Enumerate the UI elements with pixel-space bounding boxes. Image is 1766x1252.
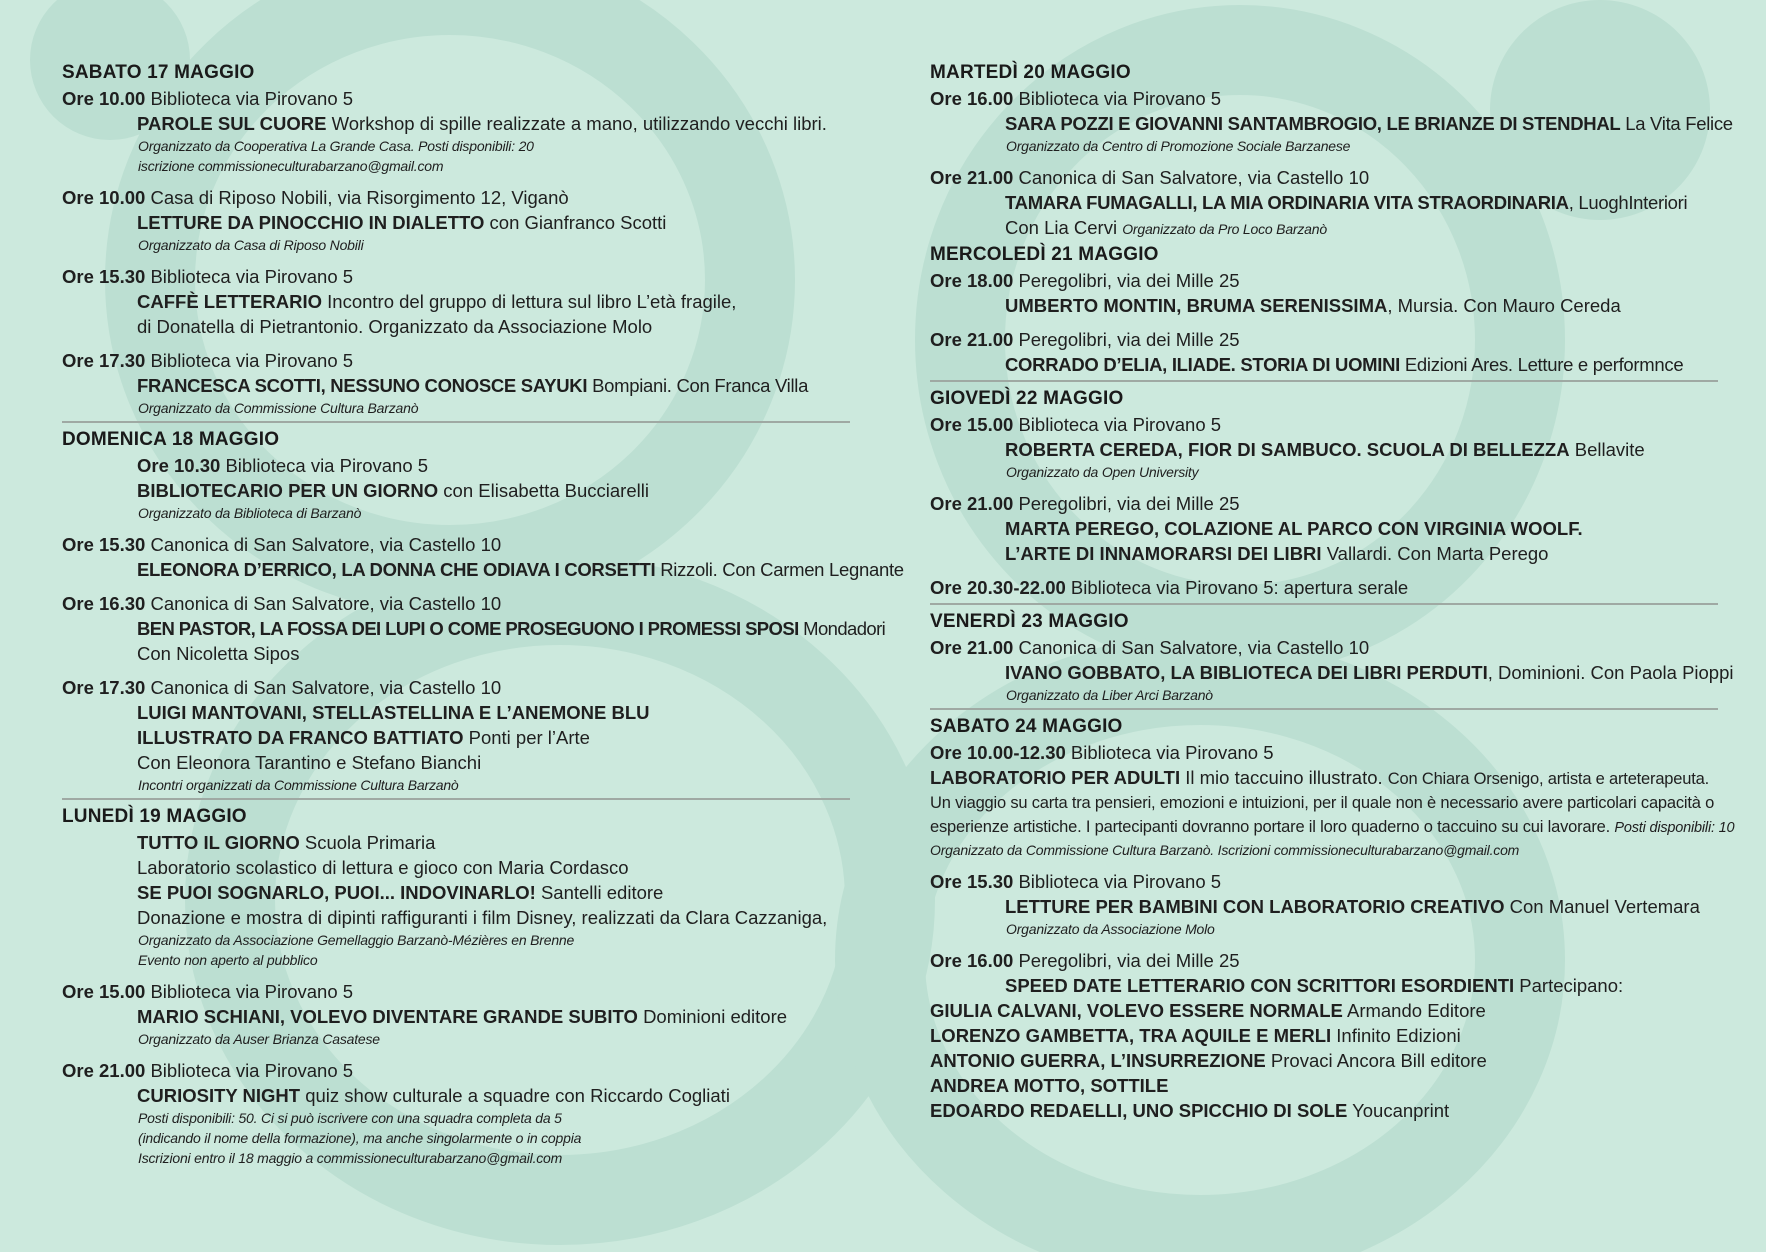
event-note: Organizzato da Casa di Riposo Nobili [138,237,364,253]
event-time: Ore 21.00 [62,1060,146,1081]
event-desc: Santelli editore [540,882,664,903]
event-desc: Dominioni editore [643,1006,788,1027]
event-desc-line: di Donatella di Pietrantonio. Organizzato da Associazione Molo [137,316,653,337]
event-desc: Il mio taccuino illustrato. [1185,767,1383,788]
event-title: CORRADO D’ELIA, ILIADE. STORIA DI UOMINI [1005,354,1401,375]
event [62,185,850,255]
event [930,268,1718,318]
event-desc: , Mursia. Con Mauro Cereda [1387,295,1621,316]
event [62,532,904,582]
event [930,412,1718,482]
event-time: Ore 15.00 [62,981,146,1002]
event-desc: con Gianfranco Scotti [489,212,667,233]
event-title: MARIO SCHIANI, VOLEVO DIVENTARE GRANDE SUBITO [137,1006,638,1027]
event-place: Canonica di San Salvatore, via Castello 10 [150,677,502,698]
event [62,86,850,176]
event [930,86,1733,156]
event-place: Biblioteca via Pirovano 5: apertura serale [1070,577,1409,598]
event-note: Organizzato da Cooperativa La Grande Casa. Posti disponibili: 20 [138,138,534,154]
event-desc: quiz show culturale a squadre con Riccardo Cogliati [305,1085,730,1106]
event [62,591,886,666]
event-desc: con Elisabetta Bucciarelli [443,480,649,501]
event-time: Ore 10.00 [62,88,146,109]
section-divider [62,421,850,423]
event-desc: Bompiani. Con Franca Villa [592,375,809,396]
event-desc: Ponti per l’Arte [468,727,590,748]
author-title: GIULIA CALVANI, VOLEVO ESSERE NORMALE [930,1000,1343,1021]
event-title: UMBERTO MONTIN, BRUMA SERENISSIMA [1005,295,1388,316]
event-place: Canonica di San Salvatore, via Castello 10 [150,593,502,614]
event-note: Evento non aperto al pubblico [138,952,318,968]
event-note: Organizzato da Commissione Cultura Barzanò [138,400,419,416]
event [930,740,1735,860]
event-time: Ore 15.30 [62,534,146,555]
event-note: Iscrizioni entro il 18 maggio a commissioneculturabarzano@gmail.com [138,1150,563,1166]
event [62,453,850,523]
event-note: Organizzato da Commissione Cultura Barzanò. Iscrizioni commissioneculturabarzano@gmail.com [930,842,1520,858]
event [62,675,850,795]
event-title: CAFFÈ LETTERARIO [137,291,322,312]
event-desc: Edizioni Ares. Letture e performnce [1404,354,1684,375]
event-place: Peregolibri, via dei Mille 25 [1018,493,1240,514]
event-paragraph: Un viaggio su carta tra pensieri, emozioni e intuizioni, per il quale non è necessario avere particolari capacità o [930,794,1715,812]
event-desc: Partecipano: [1519,975,1624,996]
event-note: Organizzato da Liber Arci Barzanò [1006,687,1213,703]
event-note: Posti disponibili: 50. Ci si può iscrivere con una squadra completa da 5 [138,1110,562,1126]
event-note: Incontri organizzati da Commissione Cultura Barzanò [138,777,459,793]
event-desc-line: Con Lia Cervi [1005,217,1118,238]
author-publisher: Infinito Edizioni [1336,1025,1461,1046]
event-time: Ore 17.30 [62,677,146,698]
event-note: Organizzato da Open University [1006,464,1199,480]
day-heading: DOMENICA 18 MAGGIO [62,429,280,450]
event-desc: Vallardi. Con Marta Perego [1326,543,1549,564]
event-title: TAMARA FUMAGALLI, LA MIA ORDINARIA VITA STRAORDINARIA [1005,192,1569,213]
event-time: Ore 10.30 [137,455,221,476]
event-place: Biblioteca via Pirovano 5 [150,981,354,1002]
day-heading: MARTEDÌ 20 MAGGIO [930,62,1131,83]
event [62,348,850,418]
section-divider [930,603,1718,605]
event-place: Canonica di San Salvatore, via Castello 10 [1018,167,1370,188]
event-desc: , LuoghInteriori [1568,192,1688,213]
event-title: ELEONORA D’ERRICO, LA DONNA CHE ODIAVA I CORSETTI [137,559,656,580]
event-place: Biblioteca via Pirovano 5 [150,350,354,371]
day-heading: MERCOLEDÌ 21 MAGGIO [930,244,1159,265]
event-title: LETTURE DA PINOCCHIO IN DIALETTO [137,212,485,233]
event-desc: Rizzoli. Con Carmen Legnante [660,559,904,580]
event-desc: La Vita Felice [1625,113,1733,134]
event-place: Canonica di San Salvatore, via Castello 10 [1018,637,1370,658]
event-note: Organizzato da Biblioteca di Barzanò [138,505,362,521]
event-desc: Mondadori [803,618,886,639]
author-title: ANDREA MOTTO, SOTTILE [930,1075,1169,1096]
event-note: (indicando il nome della formazione), ma anche singolarmente o in coppia [138,1130,582,1146]
author-title: LORENZO GAMBETTA, TRA AQUILE E MERLI [930,1025,1332,1046]
event-title: CURIOSITY NIGHT [137,1085,301,1106]
event-desc: Con Manuel Vertemara [1509,896,1700,917]
event-desc: Incontro del gruppo di lettura sul libro L’età fragile, [327,291,737,312]
event-note: iscrizione commissioneculturabarzano@gmail.com [138,158,444,174]
event-note: Organizzato da Associazione Molo [1006,921,1215,937]
event-time: Ore 21.00 [930,493,1014,514]
event-note: Organizzato da Centro di Promozione Sociale Barzanese [1006,138,1351,154]
left-column [62,60,904,1177]
event-desc-line: Con Nicoletta Sipos [137,643,300,664]
event-place: Peregolibri, via dei Mille 25 [1018,950,1240,971]
event [930,327,1718,377]
event-place: Biblioteca via Pirovano 5 [150,1060,354,1081]
event-place: Biblioteca via Pirovano 5 [1018,871,1222,892]
event [930,575,1718,600]
event [930,165,1718,240]
event-desc-line: Con Eleonora Tarantino e Stefano Bianchi [137,752,482,773]
event-desc: Bellavite [1574,439,1645,460]
event-time: Ore 17.30 [62,350,146,371]
event-title: IVANO GOBBATO, LA BIBLIOTECA DEI LIBRI PERDUTI [1005,662,1488,683]
section-divider [930,380,1718,382]
event-place: Biblioteca via Pirovano 5 [1018,414,1222,435]
event-title: PAROLE SUL CUORE [137,113,327,134]
day-heading: LUNEDÌ 19 MAGGIO [62,806,247,827]
author-publisher: Provaci Ancora Bill editore [1270,1050,1487,1071]
event [62,264,850,339]
event-title: SE PUOI SOGNARLO, PUOI... INDOVINARLO! [137,882,536,903]
event-title: ILLUSTRATO DA FRANCO BATTIATO [137,727,464,748]
day-heading: SABATO 17 MAGGIO [62,62,255,83]
event-time: Ore 16.30 [62,593,146,614]
event-title: LABORATORIO PER ADULTI [930,767,1181,788]
event [930,491,1718,566]
section-divider [62,798,850,800]
event-place: Biblioteca via Pirovano 5 [1018,88,1222,109]
event-title: FRANCESCA SCOTTI, NESSUNO CONOSCE SAYUKI [137,375,588,396]
day-heading: VENERDÌ 23 MAGGIO [930,611,1129,632]
author-publisher: Youcanprint [1352,1100,1450,1121]
event-time: Ore 20.30-22.00 [930,577,1066,598]
event-time: Ore 21.00 [930,329,1014,350]
event-title: ROBERTA CEREDA, FIOR DI SAMBUCO. SCUOLA DI BELLEZZA [1005,439,1570,460]
event-place: Biblioteca via Pirovano 5 [150,266,354,287]
event-title: LUIGI MANTOVANI, STELLASTELLINA E L’ANEMONE BLU [137,702,650,723]
event [62,830,850,970]
event-title: SARA POZZI E GIOVANNI SANTAMBROGIO, LE BRIANZE DI STENDHAL [1005,113,1621,134]
event-time: Ore 21.00 [930,637,1014,658]
author-publisher: Armando Editore [1346,1000,1486,1021]
event-time: Ore 16.00 [930,88,1014,109]
event-note: Posti disponibili: 10 [1614,820,1735,836]
event [930,869,1718,939]
event [62,1058,850,1168]
event-title: BIBLIOTECARIO PER UN GIORNO [137,480,439,501]
event-desc-line: Laboratorio scolastico di lettura e gioco con Maria Cordasco [137,857,629,878]
event-title: LETTURE PER BAMBINI CON LABORATORIO CREATIVO [1005,896,1505,917]
day-heading: GIOVEDÌ 22 MAGGIO [930,388,1124,409]
event-note: Organizzato da Associazione Gemellaggio Barzanò-Mézières en Brenne [138,932,575,948]
event-desc: Workshop di spille realizzate a mano, utilizzando vecchi libri. [331,113,827,134]
event-place: Peregolibri, via dei Mille 25 [1018,270,1240,291]
event [930,948,1718,1123]
author-title: ANTONIO GUERRA, L’INSURREZIONE [930,1050,1266,1071]
event-title: TUTTO IL GIORNO [137,832,300,853]
event [930,635,1734,705]
right-column [930,60,1735,1132]
event-time: Ore 18.00 [930,270,1014,291]
event-title: BEN PASTOR, LA FOSSA DEI LUPI O COME PROSEGUONO I PROMESSI SPOSI [137,618,799,639]
event-time: Ore 15.30 [62,266,146,287]
event-desc-small: Con Chiara Orsenigo, artista e arteterapeuta. [1387,770,1709,788]
event-place: Biblioteca via Pirovano 5 [1070,742,1274,763]
event-place: Canonica di San Salvatore, via Castello 10 [150,534,502,555]
event-note: Organizzato da Pro Loco Barzanò [1122,221,1327,237]
event-time: Ore 10.00-12.30 [930,742,1066,763]
event-note: Organizzato da Auser Brianza Casatese [138,1031,380,1047]
event-desc: Scuola Primaria [304,832,436,853]
event-title: SPEED DATE LETTERARIO CON SCRITTORI ESORDIENTI [1005,975,1515,996]
event-time: Ore 15.30 [930,871,1014,892]
author-title: EDOARDO REDAELLI, UNO SPICCHIO DI SOLE [930,1100,1348,1121]
event-desc-line: Donazione e mostra di dipinti raffiguranti i film Disney, realizzati da Clara Cazzaniga, [137,907,828,928]
event-time: Ore 16.00 [930,950,1014,971]
event [62,979,850,1049]
event-time: Ore 15.00 [930,414,1014,435]
section-divider [930,708,1718,710]
event-place: Biblioteca via Pirovano 5 [150,88,354,109]
event-desc: , Dominioni. Con Paola Pioppi [1487,662,1734,683]
event-paragraph: esperienze artistiche. I partecipanti dovranno portare il loro quaderno o taccuino su cui lavorare. [930,818,1611,836]
event-place: Casa di Riposo Nobili, via Risorgimento 12, Viganò [150,187,569,208]
event-time: Ore 10.00 [62,187,146,208]
event-time: Ore 21.00 [930,167,1014,188]
event-title: MARTA PEREGO, COLAZIONE AL PARCO CON VIRGINIA WOOLF. [1005,518,1583,539]
event-place: Biblioteca via Pirovano 5 [225,455,429,476]
event-title: L’ARTE DI INNAMORARSI DEI LIBRI [1005,543,1322,564]
event-place: Peregolibri, via dei Mille 25 [1018,329,1240,350]
day-heading: SABATO 24 MAGGIO [930,716,1123,737]
